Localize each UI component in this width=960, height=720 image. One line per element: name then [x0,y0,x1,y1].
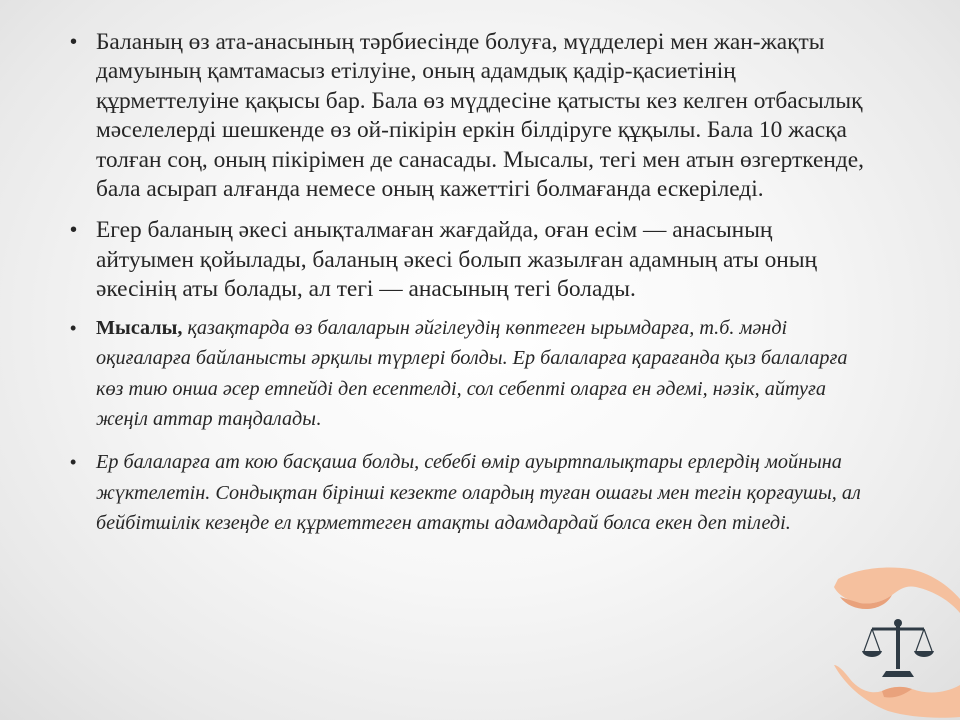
bullet-marker: • [70,452,77,473]
bullet-marker: • [70,31,78,53]
bullet-text: Баланың өз ата-анасының тәрбиесінде болуға, мүдделері мен жан-жақты дамуының қамтамасыз етілуіне, оның адамдық қадір-қасиетінің құрметтелуіне қақысы бар. Бала өз мүддесіне қатысты кез келген отбасылық мәселелерді шешкенде өз ой-пікірін еркін білдіруге құқылы. Бала 10 жасқа толған соң, оның пікірімен де санасады. Мысалы, тегі мен атын өзгерткенде, бала асырап алғанда немесе оның кажеттігі болмағанда ескеріледі. [96,29,865,203]
bullet-text: қазақтарда өз балаларын әйгілеудің көптеген ырымдарға, т.б. мәнді оқиғаларға байланысты әрқилы түрлері болды. Ер балаларға қарағанда қыз балаларға көз тию онша әсер етпейді деп есептелді, сол себепті оларға ен әдемі, нәзік, айтуға жеңіл аттар таңдалады [96,316,848,431]
bullet-marker: • [70,219,78,242]
bullet-item-child-rights [70,28,870,204]
bullet-text: Егер баланың әкесі анықталмаған жағдайда, оған есім — анасының айтуымен қойылады, баланың әкесі болып жазылған адамның аты оның әкесінің аты болады, ал тегі — анасының тегі болады. [96,217,818,303]
scales-icon [862,619,934,677]
bullet-list [70,28,870,553]
bullet-item-father-unknown [70,216,870,304]
bullet-item-example-naming [70,313,870,435]
justice-scales-hands-icon [830,565,960,720]
bullet-item-boys-naming [70,447,870,539]
top-hand-icon [834,567,960,613]
bullet-marker: • [70,317,77,338]
bullet-text: Ер балаларға ат кою басқаша болды, себебі өмір ауыртпалықтары ерлердің мойнына жүктелетін. Сондықтан бірінші кезекте олардың туған ошағы мен тегін қорғаушы, ал бейбітшілік кезеңде ел құрметтеген атақты адамдардай болса екен деп тіледі. [96,451,861,535]
bullet-lead: Мысалы, [96,316,183,339]
bullet-tail: . [315,408,321,431]
